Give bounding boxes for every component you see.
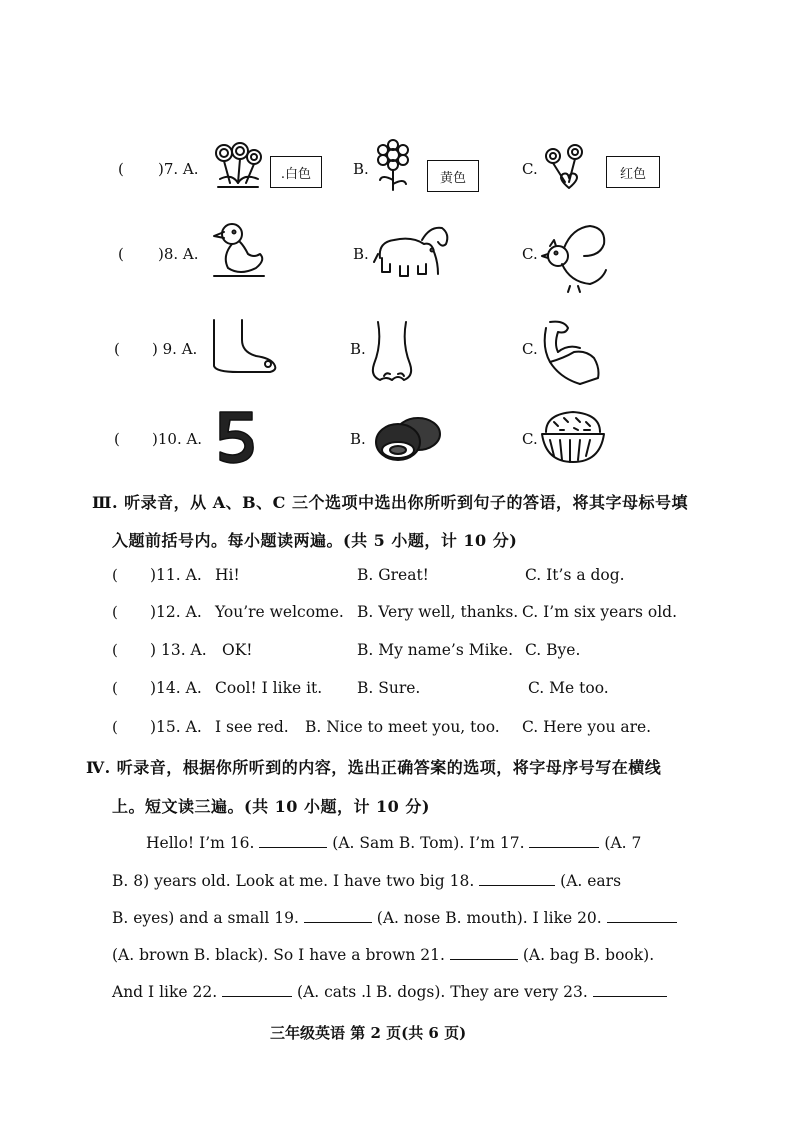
number-five-icon: [216, 408, 256, 466]
section-4-instruction-line2: 上。短文读三遍。(共 10 小题，计 10 分): [112, 797, 430, 816]
blank-18[interactable]: [479, 871, 555, 886]
option-b: B. Nice to meet you, too.: [305, 718, 500, 736]
answer-paren[interactable]: (: [112, 718, 118, 736]
eggs-icon: [370, 410, 444, 466]
passage-line: B. eyes) and a small 19. (A. nose B. mouth). I like 20.: [112, 908, 677, 927]
rice-bowl-icon: [540, 408, 606, 464]
nose-icon: [370, 320, 418, 386]
option-a: You’re welcome.: [215, 603, 344, 621]
question-8-number: )8. A.: [158, 245, 199, 263]
option-a: Cool! I like it.: [215, 679, 323, 697]
option-c: C. I’m six years old.: [522, 603, 678, 621]
question-13-number: ) 13. A.: [150, 641, 207, 659]
question-12-number: )12. A.: [150, 603, 202, 621]
option-b: B. Sure.: [357, 679, 421, 697]
question-9-number: ) 9. A.: [152, 340, 198, 358]
option-c-label: C.: [522, 245, 538, 263]
answer-paren[interactable]: (: [112, 679, 118, 697]
bird-icon: [540, 222, 612, 292]
section-4-instruction-line1: Ⅳ. 听录音，根据你所听到的内容，选出正确答案的选项，将字母序号写在横线: [86, 758, 662, 777]
answer-paren[interactable]: (: [114, 340, 120, 358]
blank-17[interactable]: [529, 833, 599, 848]
answer-paren[interactable]: (: [112, 603, 118, 621]
option-a: OK!: [222, 641, 253, 659]
answer-paren[interactable]: (: [118, 160, 124, 178]
question-15-number: )15. A.: [150, 718, 202, 736]
blank-23[interactable]: [593, 982, 667, 997]
color-label-red: 红色: [606, 156, 660, 188]
option-b-label: B.: [353, 160, 369, 178]
passage-line: (A. brown B. black). So I have a brown 21. (A. bag B. book).: [112, 946, 655, 964]
option-b: B. Very well, thanks.: [357, 603, 519, 621]
passage-line: B. 8) years old. Look at me. I have two big 18. (A. ears: [112, 872, 622, 890]
option-c-label: C.: [522, 340, 538, 358]
option-c-label: C.: [522, 160, 538, 178]
blank-16[interactable]: [259, 833, 327, 848]
question-10-number: )10. A.: [152, 430, 203, 448]
blank-22[interactable]: [222, 982, 292, 997]
question-11-number: )11. A.: [150, 566, 202, 584]
passage-line: Hello! I’m 16. (A. Sam B. Tom). I’m 17. (A. 7: [146, 834, 642, 852]
duck-icon: [210, 220, 270, 280]
question-7-number: )7. A.: [158, 160, 199, 178]
flower-bunch-icon: [212, 143, 264, 193]
foot-icon: [208, 318, 278, 374]
section-3-instruction-line2: 入题前括号内。每小题读两遍。(共 5 小题，计 10 分): [112, 531, 518, 550]
passage-line: And I like 22. (A. cats .l B. dogs). They are very 23.: [112, 982, 667, 1001]
option-b: B. Great!: [357, 566, 429, 584]
option-c: C. It’s a dog.: [525, 566, 625, 584]
option-a: I see red.: [215, 718, 289, 736]
option-c: C. Me too.: [528, 679, 609, 697]
color-label-white: .白色: [270, 156, 322, 188]
blank-21[interactable]: [450, 945, 518, 960]
option-b: B. My name’s Mike.: [357, 641, 514, 659]
arm-muscle-icon: [540, 318, 602, 388]
option-c-label: C.: [522, 430, 538, 448]
single-flower-icon: [372, 140, 414, 192]
option-b-label: B.: [350, 340, 366, 358]
answer-paren[interactable]: (: [112, 641, 118, 659]
flowers-heart-icon: [543, 142, 595, 194]
answer-paren[interactable]: (: [118, 245, 124, 263]
blank-20[interactable]: [607, 908, 677, 923]
section-3-instruction-line1: Ⅲ. 听录音，从 A、B、C 三个选项中选出你所听到句子的答语，将其字母标号填: [92, 493, 688, 512]
answer-paren[interactable]: (: [114, 430, 120, 448]
page-footer: 三年级英语 第 2 页(共 6 页): [270, 1024, 467, 1042]
option-b-label: B.: [350, 430, 366, 448]
option-c: C. Bye.: [525, 641, 581, 659]
answer-paren[interactable]: (: [112, 566, 118, 584]
elephant-icon: [372, 222, 452, 286]
blank-19[interactable]: [304, 908, 372, 923]
option-a: Hi!: [215, 566, 240, 584]
color-label-yellow: 黄色: [427, 160, 479, 192]
option-c: C. Here you are.: [522, 718, 652, 736]
question-14-number: )14. A.: [150, 679, 202, 697]
option-b-label: B.: [353, 245, 369, 263]
